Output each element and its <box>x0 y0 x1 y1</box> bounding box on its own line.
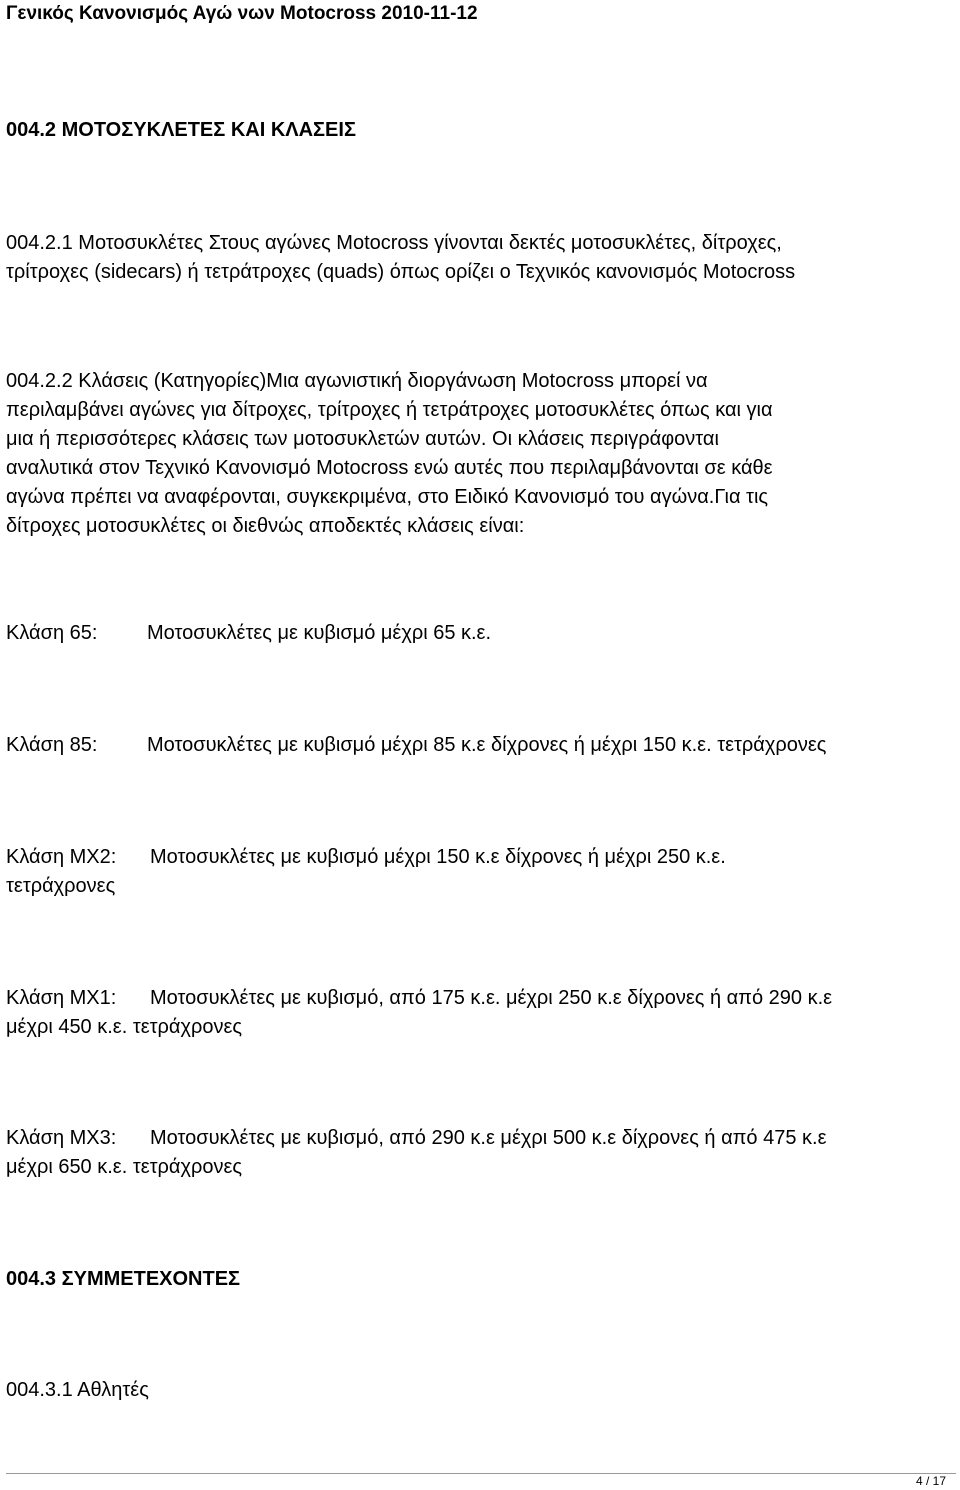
class-entry-mx2 <box>6 843 956 901</box>
class-entry-mx1 <box>6 984 956 1042</box>
class-description: Μοτοσυκλέτες με κυβισμό μέχρι 85 κ.ε δίχρονες ή μέχρι 150 κ.ε. τετράχρονες <box>147 734 827 756</box>
paragraph-004-2-1: 004.2.1 Μοτοσυκλέτες Στους αγώνες Motocross γίνονται δεκτές μοτοσυκλέτες, δίτροχες, τρίτροχες (sidecars) ή τετράτροχες (quads) όπως ορίζει ο Τεχνικός κανονισμός Motocross <box>6 232 796 283</box>
section-heading-motorcycles-classes: 004.2 ΜΟΤΟΣΥΚΛΕΤΕΣ ΚΑΙ ΚΛΑΣΕΙΣ <box>6 119 356 141</box>
class-description: Μοτοσυκλέτες με κυβισμό μέχρι 65 κ.ε. <box>147 622 492 644</box>
class-description: Μοτοσυκλέτες με κυβισμό, από 175 κ.ε. μέχρι 250 κ.ε δίχρονες ή από 290 κ.ε μέχρι 450 κ.ε. τετράχρονες <box>6 987 833 1038</box>
page-number: 4 / 17 <box>915 1474 946 1488</box>
class-label: Κλάση MX3: <box>6 1127 117 1149</box>
document-header: Γενικός Κανονισμός Αγώ νων Motocross 2010-11-12 <box>6 3 478 24</box>
section-heading-participants: 004.3 ΣΥΜΜΕΤΕΧΟΝΤΕΣ <box>6 1268 241 1290</box>
class-entry-85 <box>6 731 956 760</box>
footer-divider <box>6 1473 956 1474</box>
class-label: Κλάση 85: <box>6 734 98 756</box>
class-label: Κλάση MX1: <box>6 987 117 1009</box>
paragraph-004-2-2: 004.2.2 Κλάσεις (Κατηγορίες)Μια αγωνιστική διοργάνωση Motocross μπορεί να περιλαμβάνει αγώνες για δίτροχες, τρίτροχες ή τετράτροχες μοτοσυκλέτες όπως και για μια ή περισσότερες κλάσεις των μοτοσυκλετών αυτών. Οι κλάσεις περιγράφονται αναλυτικά στον Τεχνικό Κανονισμό Motocross ενώ αυτές που περιλαμβάνονται σε κάθε αγώνα πρέπει να αναφέρονται, συγκεκριμένα, στο Ειδικό Κανονισμό του αγώνα.Για τις δίτροχες μοτοσυκλέτες οι διεθνώς αποδεκτές κλάσεις είναι: <box>6 370 773 537</box>
class-description: Μοτοσυκλέτες με κυβισμό, από 290 κ.ε μέχρι 500 κ.ε δίχρονες ή από 475 κ.ε μέχρι 650 κ.ε. τετράχρονες <box>6 1127 827 1178</box>
class-label: Κλάση 65: <box>6 622 98 644</box>
class-description: Μοτοσυκλέτες με κυβισμό μέχρι 150 κ.ε δίχρονες ή μέχρι 250 κ.ε. τετράχρονες <box>6 846 726 897</box>
class-entry-65 <box>6 619 956 648</box>
class-entry-mx3 <box>6 1124 956 1182</box>
paragraph-004-3-1: 004.3.1 Αθλητές <box>6 1379 149 1401</box>
class-label: Κλάση MX2: <box>6 846 117 868</box>
